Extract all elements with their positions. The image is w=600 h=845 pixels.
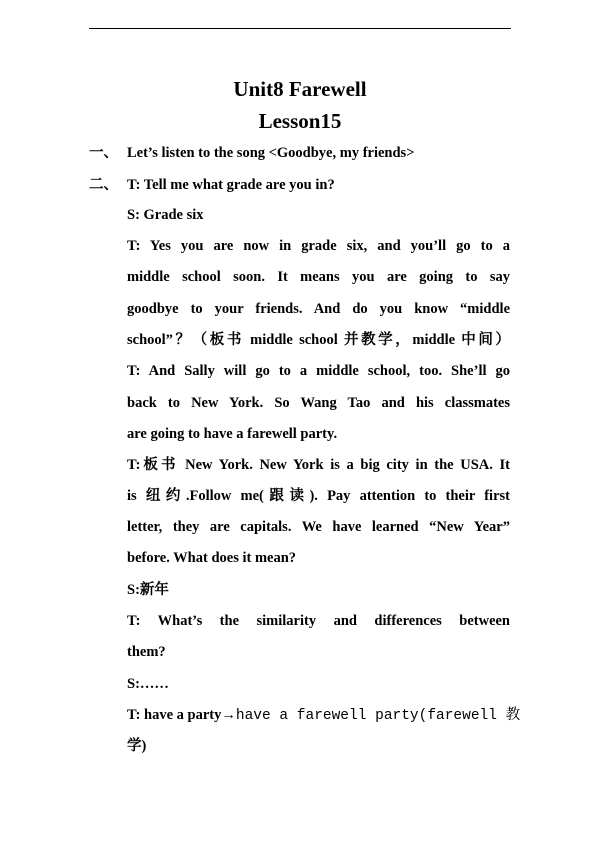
dialogue-line-11: is 纽约.Follow me(跟读). Pay attention to their first xyxy=(127,488,510,504)
dialogue-line-13: before. What does it mean? xyxy=(127,550,297,566)
dialogue-line-18 xyxy=(127,706,520,725)
dialogue-line-15: T: What’s the similarity and differences between xyxy=(127,613,510,629)
dialogue-line-12: letter, they are capitals. We have learned “New Year” xyxy=(127,519,510,535)
dialogue-line-1: T: Tell me what grade are you in? xyxy=(127,177,335,193)
farewell-party-text: have a farewell party(farewell 教 xyxy=(235,708,521,724)
dialogue-line-6: school”？（板书 middle school 并教学，middle 中间） xyxy=(127,332,510,348)
dialogue-line-3: T: Yes you are now in grade six, and you’ll go to a xyxy=(127,238,510,254)
dialogue-line-19: 学) xyxy=(127,738,147,754)
section-marker-2: 二、 xyxy=(89,177,118,193)
dialogue-line-14: S:新年 xyxy=(127,582,169,598)
document-title: Unit8 Farewell xyxy=(233,77,367,101)
have-a-party-text: T: have a party xyxy=(127,707,222,723)
header-rule xyxy=(89,28,511,29)
dialogue-line-16: them? xyxy=(127,644,166,660)
arrow-right-icon: → xyxy=(221,707,236,723)
dialogue-line-9: are going to have a farewell party. xyxy=(127,426,338,442)
dialogue-line-5: goodbye to your friends. And do you know “middle xyxy=(127,301,510,317)
lesson-title: Lesson15 xyxy=(258,109,342,133)
section-marker-1: 一、 xyxy=(89,145,118,161)
dialogue-line-7: T: And Sally will go to a middle school, too. She’ll go xyxy=(127,363,510,379)
dialogue-line-2: S: Grade six xyxy=(127,207,204,223)
dialogue-line-4: middle school soon. It means you are going to say xyxy=(127,269,510,285)
section-1-text: Let’s listen to the song <Goodbye, my friends> xyxy=(127,145,415,161)
dialogue-line-8: back to New York. So Wang Tao and his classmates xyxy=(127,395,510,411)
dialogue-line-10: T:板书 New York. New York is a big city in the USA. It xyxy=(127,457,510,473)
dialogue-line-17: S:…… xyxy=(127,676,169,692)
